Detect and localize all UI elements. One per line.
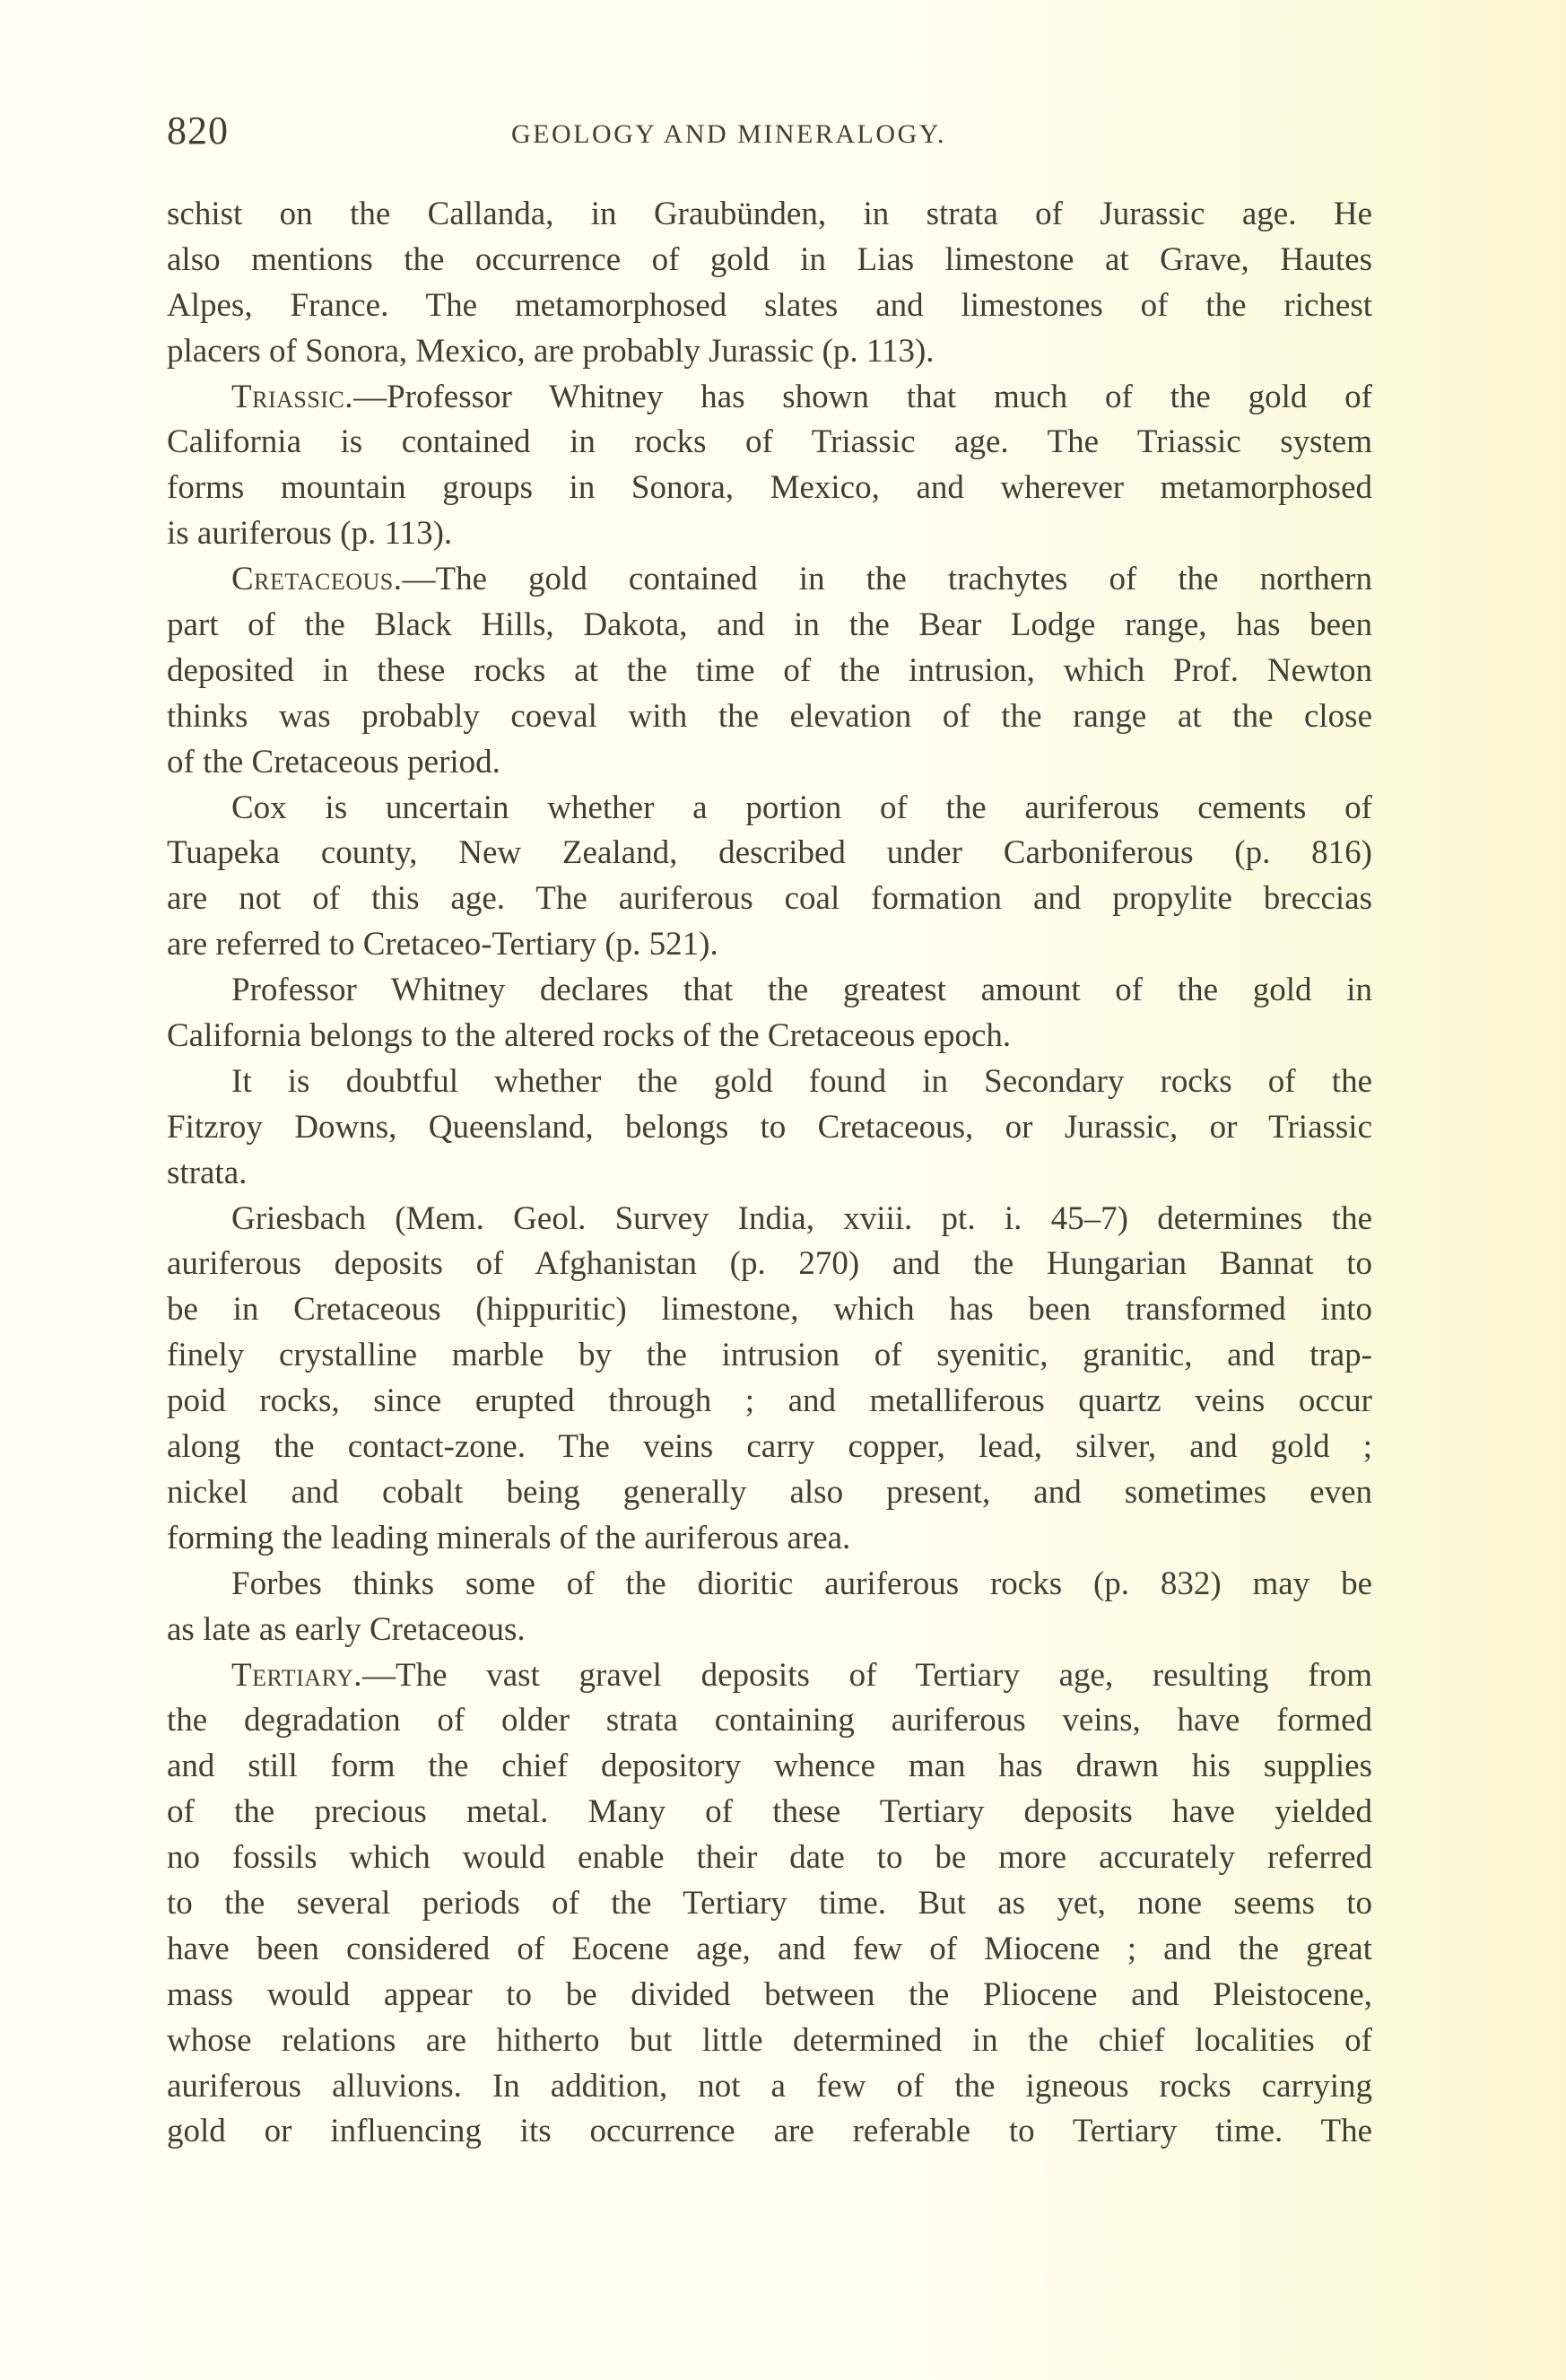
text-line	[167, 1425, 1372, 1470]
line-text: part of the Black Hills, Dakota, and in the Bear Lodge range, has been	[167, 606, 1372, 644]
text-line	[167, 1927, 1372, 1973]
line-text: California is contained in rocks of Triassic age. The Triassic system	[167, 423, 1372, 461]
text-line	[167, 192, 1372, 238]
paragraph-first-line	[167, 557, 1372, 603]
text-line	[167, 283, 1372, 329]
text-line	[167, 2018, 1372, 2064]
text-line	[167, 420, 1372, 466]
paragraph-first-line	[167, 1653, 1372, 1699]
text-line	[167, 922, 1372, 968]
line-text: be in Cretaceous (hippuritic) limestone, which has been transformed into	[167, 1291, 1372, 1329]
line-text: the degradation of older strata containing auriferous veins, have formed	[167, 1702, 1372, 1739]
line-text: as late as early Cretaceous.	[167, 1610, 526, 1648]
line-text: of the precious metal. Many of these Tertiary deposits have yielded	[167, 1793, 1372, 1831]
text-line	[167, 238, 1372, 283]
paragraph-first-line	[167, 1562, 1372, 1608]
line-text: strata.	[167, 1154, 248, 1191]
line-text: Alpes, France. The metamorphosed slates and limestones of the richest	[167, 286, 1372, 324]
paragraph-first-line	[167, 786, 1372, 832]
line-text: no fossils which would enable their date to be more accurately referred	[167, 1839, 1372, 1877]
text-line	[167, 1242, 1372, 1287]
line-text: auriferous alluvions. In addition, not a few of the igneous rocks carrying	[167, 2067, 1372, 2105]
body-text	[167, 192, 1372, 2155]
line-text: placers of Sonora, Mexico, are probably Jurassic (p. 113).	[167, 332, 935, 370]
text-line	[167, 466, 1372, 511]
line-text: Cox is uncertain whether a portion of the auriferous cements of	[231, 789, 1372, 826]
section-heading: Triassic.	[231, 378, 354, 415]
line-text: mass would appear to be divided between the Pliocene and Pleistocene,	[167, 1975, 1372, 2013]
text-line	[167, 329, 1372, 375]
line-text: —Professor Whitney has shown that much of the gold of	[353, 378, 1372, 415]
section-heading: Cretaceous.	[231, 561, 403, 598]
line-text: are not of this age. The auriferous coal formation and propylite breccias	[167, 880, 1372, 918]
line-text: to the several periods of the Tertiary time. But as yet, none seems to	[167, 1884, 1372, 1922]
line-text: Forbes thinks some of the dioritic auriferous rocks (p. 832) may be	[231, 1565, 1372, 1602]
line-text: forming the leading minerals of the auriferous area.	[167, 1519, 851, 1556]
line-text: finely crystalline marble by the intrusion of syenitic, granitic, and trap-	[167, 1337, 1372, 1374]
line-text: —The gold contained in the trachytes of the northern	[402, 561, 1372, 598]
line-text: California belongs to the altered rocks of the Cretaceous epoch.	[167, 1017, 1012, 1055]
text-line	[167, 649, 1372, 694]
text-line	[167, 1973, 1372, 2018]
text-line	[167, 1470, 1372, 1516]
text-line	[167, 1516, 1372, 1562]
line-text: schist on the Callanda, in Graubünden, in strata of Jurassic age. He	[167, 196, 1372, 232]
text-line	[167, 1698, 1372, 1744]
paragraph-first-line	[167, 1197, 1372, 1242]
line-text: deposited in these rocks at the time of the intrusion, which Prof. Newton	[167, 651, 1372, 689]
running-title: GEOLOGY AND MINERALOGY.	[511, 119, 946, 149]
text-line	[167, 1105, 1372, 1151]
line-text: auriferous deposits of Afghanistan (p. 270) and the Hungarian Bannat to	[167, 1245, 1372, 1283]
line-text: also mentions the occurrence of gold in Lias limestone at Grave, Hautes	[167, 240, 1372, 278]
text-line	[167, 1379, 1372, 1425]
text-line	[167, 1287, 1372, 1333]
text-line	[167, 876, 1372, 922]
text-line	[167, 831, 1372, 876]
text-line	[167, 603, 1372, 649]
line-text: It is doubtful whether the gold found in Secondary rocks of the	[231, 1062, 1372, 1100]
line-text: Tuapeka county, New Zealand, described under Carboniferous (p. 816)	[167, 834, 1372, 872]
line-text: forms mountain groups in Sonora, Mexico, and wherever metamorphosed	[167, 469, 1372, 507]
line-text: gold or influencing its occurrence are referable to Tertiary time. The	[167, 2113, 1372, 2150]
line-text: and still form the chief depository whence man has drawn his supplies	[167, 1748, 1372, 1785]
line-text: Professor Whitney declares that the greatest amount of the gold in	[231, 972, 1372, 1009]
text-line	[167, 1151, 1372, 1197]
text-line	[167, 1608, 1372, 1653]
text-line	[167, 2064, 1372, 2110]
section-heading: Tertiary.	[231, 1656, 363, 1694]
text-line	[167, 2109, 1372, 2155]
text-line	[167, 1744, 1372, 1790]
line-text: nickel and cobalt being generally also present, and sometimes even	[167, 1473, 1372, 1511]
paragraph-first-line	[167, 1059, 1372, 1105]
text-line	[167, 1835, 1372, 1881]
line-text: whose relations are hitherto but little determined in the chief localities of	[167, 2021, 1372, 2059]
text-line	[167, 694, 1372, 740]
page-number: 820	[167, 109, 229, 153]
line-text: thinks was probably coeval with the elevation of the range at the close	[167, 697, 1372, 735]
line-text: —The vast gravel deposits of Tertiary age, resulting from	[362, 1656, 1372, 1694]
text-line	[167, 511, 1372, 557]
line-text: along the contact-zone. The veins carry copper, lead, silver, and gold ;	[167, 1428, 1372, 1466]
line-text: of the Cretaceous period.	[167, 743, 500, 780]
paragraph-first-line	[167, 375, 1372, 421]
text-line	[167, 740, 1372, 786]
line-text: is auriferous (p. 113).	[167, 515, 453, 553]
paragraph-first-line	[167, 968, 1372, 1014]
line-text: are referred to Cretaceo-Tertiary (p. 521).	[167, 926, 718, 963]
line-text: Griesbach (Mem. Geol. Survey India, xviii. pt. i. 45–7) determines the	[231, 1199, 1372, 1237]
running-head	[167, 104, 1372, 158]
text-line	[167, 1881, 1372, 1927]
line-text: poid rocks, since erupted through ; and metalliferous quartz veins occur	[167, 1382, 1372, 1420]
line-text: have been considered of Eocene age, and few of Miocene ; and the great	[167, 1930, 1372, 1967]
line-text: Fitzroy Downs, Queensland, belongs to Cretaceous, or Jurassic, or Triassic	[167, 1108, 1372, 1146]
text-line	[167, 1014, 1372, 1059]
text-line	[167, 1790, 1372, 1835]
text-line	[167, 1333, 1372, 1379]
